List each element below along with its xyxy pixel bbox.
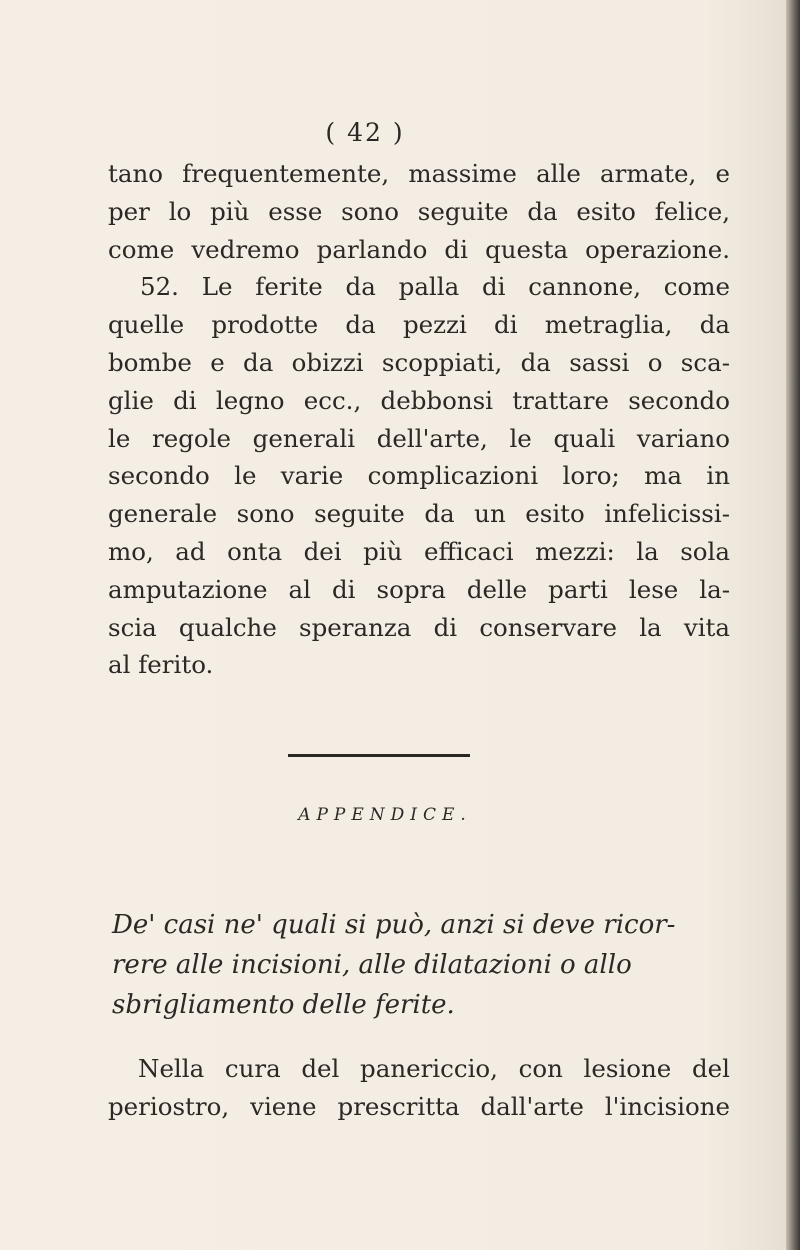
text-line: generale sono seguite da un esito infelicissi- [108, 499, 730, 529]
text-line: mo, ad onta dei più efficaci mezzi: la sola [108, 536, 730, 566]
text-line: Nella cura del panericcio, con lesione del [138, 1054, 730, 1083]
text-line: 52. Le ferite da palla di cannone, come [140, 272, 730, 302]
text-line: scia qualche speranza di conservare la vita [108, 612, 730, 642]
text-line: secondo le varie complicazioni loro; ma in [108, 461, 730, 491]
subtitle-line: De' casi ne' quali si può, anzi si deve ricor- [112, 910, 676, 940]
text-line: per lo più esse sono seguite da esito felice, [108, 196, 730, 226]
section-divider [288, 754, 470, 757]
text-line: quelle prodotte da pezzi di metraglia, da [108, 310, 730, 340]
paragraph-main [108, 155, 730, 684]
appendix-heading: APPENDICE. [298, 805, 472, 825]
text-line: amputazione al di sopra delle parti lese la- [108, 574, 730, 604]
subtitle-line: sbrigliamento delle ferite. [112, 990, 455, 1020]
text-line: glie di legno ecc., debbonsi trattare secondo [108, 385, 730, 415]
page-number: ( 42 ) [325, 118, 405, 147]
paragraph-appendix [108, 1050, 730, 1126]
appendix-subtitle [112, 905, 732, 1025]
page-edge-shadow [786, 0, 800, 1250]
text-line: bombe e da obizzi scoppiati, da sassi o sca- [108, 347, 730, 377]
text-line: tano frequentemente, massime alle armate, e [108, 159, 730, 188]
text-line: periostro, viene prescritta dall'arte l'incisione [108, 1091, 730, 1121]
text-line: al ferito. [108, 650, 214, 680]
text-line: come vedremo parlando di questa operazione. [108, 234, 730, 264]
subtitle-line: rere alle incisioni, alle dilatazioni o allo [112, 950, 632, 980]
text-line: le regole generali dell'arte, le quali variano [108, 423, 730, 453]
